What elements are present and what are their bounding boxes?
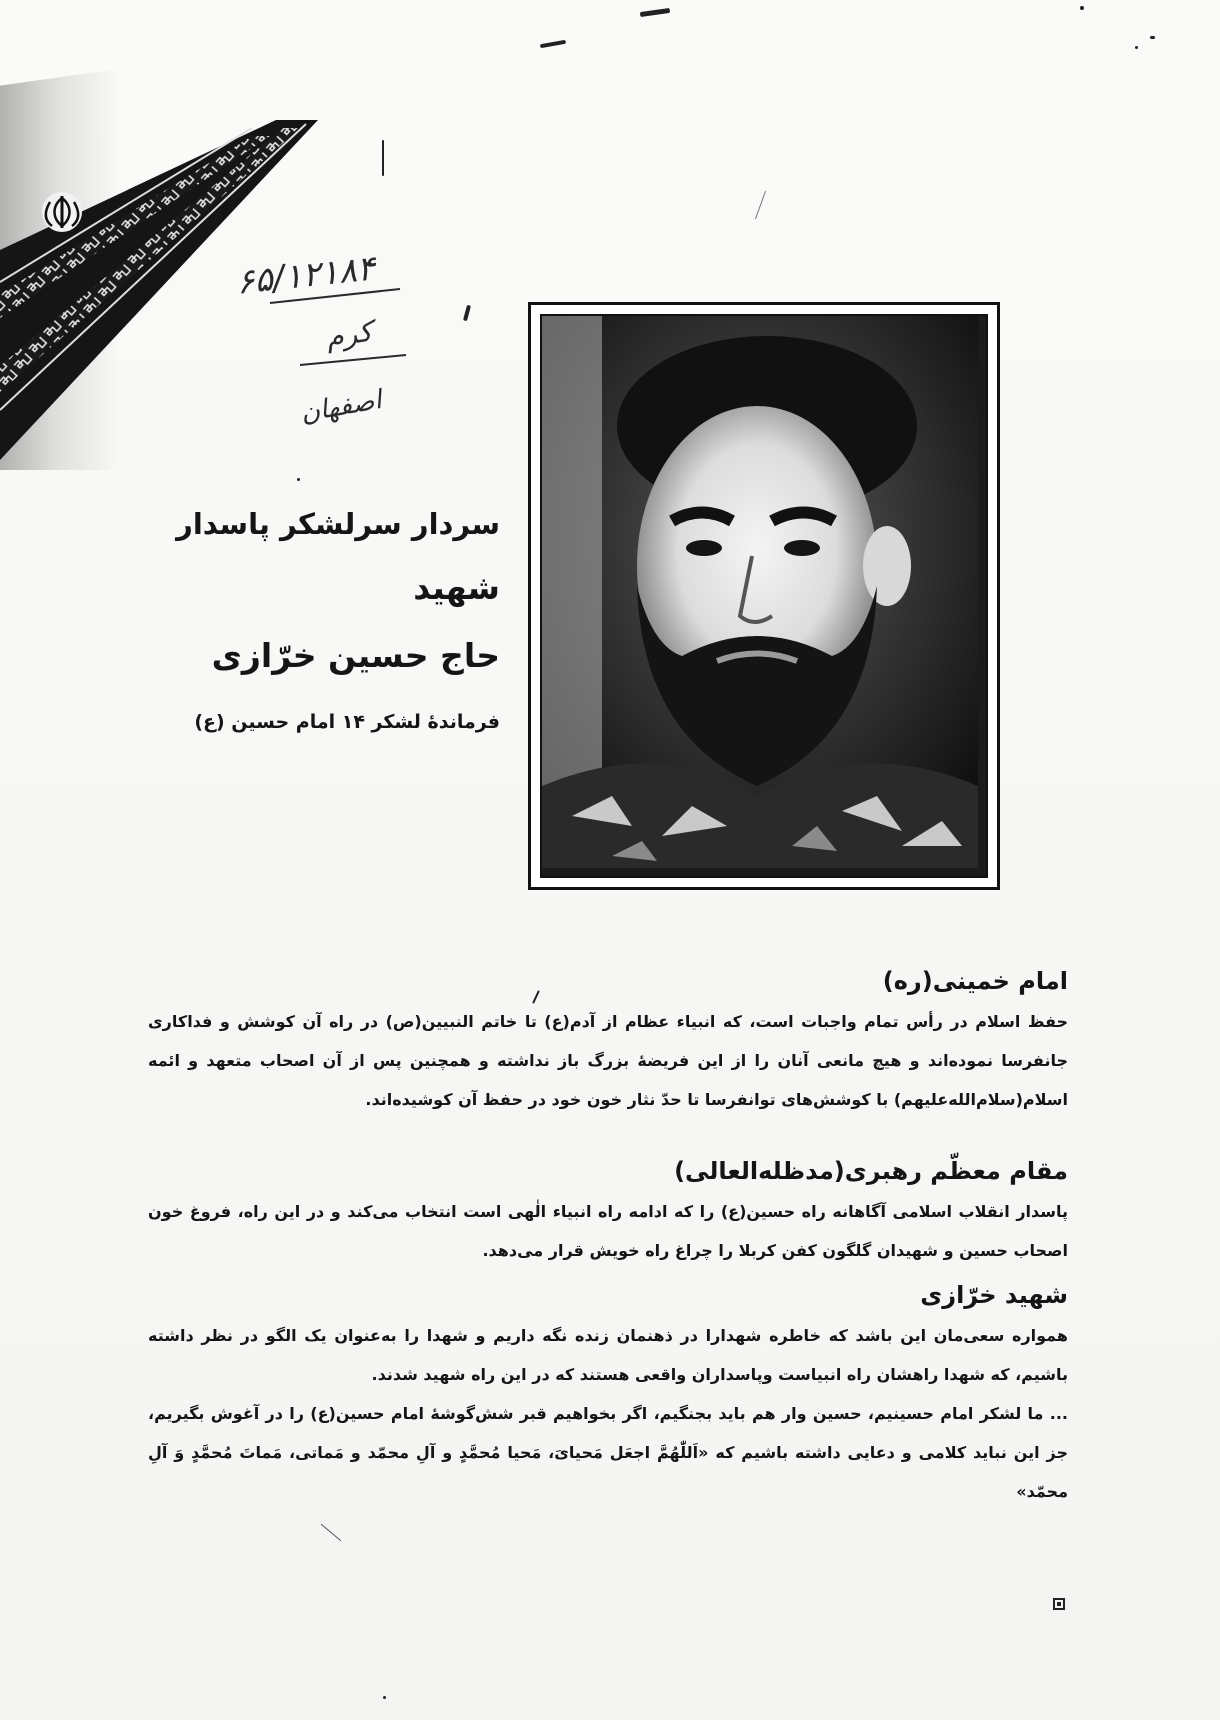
rank-title: سردار سرلشکر پاسدار (176, 507, 500, 541)
martyr-name: حاج حسین خرّازی (211, 636, 500, 675)
quote-block (148, 960, 1068, 1146)
quote-block (148, 1274, 1068, 1511)
quotes-section (148, 960, 1068, 1511)
quote-text: حفظ اسلام در رأس تمام واجبات است، که انبیاء عظام از آدم(ع) تا خاتم النبیین(ص) در راه آن کوشش و فداکاری جانفرسا نموده‌اند و هیچ مانعی آنان را از این فریضهٔ بزرگ باز نداشته و همچنین پس از آن اصحاب متعهد و ائمه اسلام(سلام‌الله‌علیهم) با کوشش‌های توانفرسا تا حدّ نثار خون خود در حفظ آن کوشیده‌اند. (148, 1012, 1068, 1109)
scan-mark (382, 140, 384, 176)
handwritten-number: ۶۵/۱۲۱۸۴ (234, 248, 377, 303)
scan-mark (383, 1696, 386, 1699)
handwritten-note (230, 245, 420, 445)
quote-text-continued: ... ما لشکر امام حسینیم، حسین وار هم باید بجنگیم، اگر بخواهیم قبر شش‌گوشهٔ امام حسین(ع) را در آغوش بگیریم، جز این نباید کلامی و دعایی داشته باشیم که «اَللّٰهُمَّ اجعَل مَحیایَ، مَحیا مُحمَّدٍ و آلِ محمّد و مَماتی، مَماتَ مُحمَّدٍ وَ آلِ محمّد» (148, 1404, 1068, 1501)
page-mark-icon (1053, 1598, 1065, 1610)
quote-heading: مقام معظّم رهبری(مدظله‌العالی) (674, 1157, 1068, 1185)
quote-text: همواره سعی‌مان این باشد که خاطره شهدارا در ذهنمان زنده نگه داریم و شهدا را به‌عنوان یک الگو در نظر داشته باشیم، که شهدا راهشان راه انبیاست وپاسداران واقعی هستند که در این راه شهید شدند. (148, 1326, 1068, 1384)
portrait-image (540, 314, 988, 878)
handwritten-line3: اصفهان (298, 384, 384, 429)
scan-mark (1135, 46, 1138, 49)
scan-mark (463, 305, 471, 321)
quote-heading: امام خمینی(ره) (882, 967, 1068, 995)
scan-mark (540, 40, 566, 48)
scan-mark (297, 478, 300, 481)
scan-mark (640, 8, 670, 17)
quote-text: پاسدار انقلاب اسلامی آگاهانه راه حسین(ع) را که ادامه راه انبیاء الٰهی است انتخاب می‌کند و در این راه، فروغ خون اصحاب حسین و شهیدان گلگون کفن کربلا را چراغ راه خویش قرار می‌دهد. (148, 1202, 1068, 1260)
portrait-photo (528, 302, 1000, 890)
scan-mark (1080, 6, 1084, 10)
portrait-graphic (542, 316, 978, 868)
scan-mark (321, 1524, 342, 1541)
handwritten-line2: کرم (323, 314, 375, 354)
quote-heading: شهید خرّازی (920, 1281, 1068, 1309)
quote-block (148, 1150, 1068, 1270)
commander-position: فرماندهٔ لشکر ۱۴ امام حسین (ع) (194, 711, 500, 733)
martyr-label: شهید (413, 568, 500, 607)
scan-mark (1150, 36, 1155, 39)
iran-emblem-icon (42, 192, 82, 232)
scan-mark (755, 191, 766, 220)
title-block (150, 498, 500, 740)
